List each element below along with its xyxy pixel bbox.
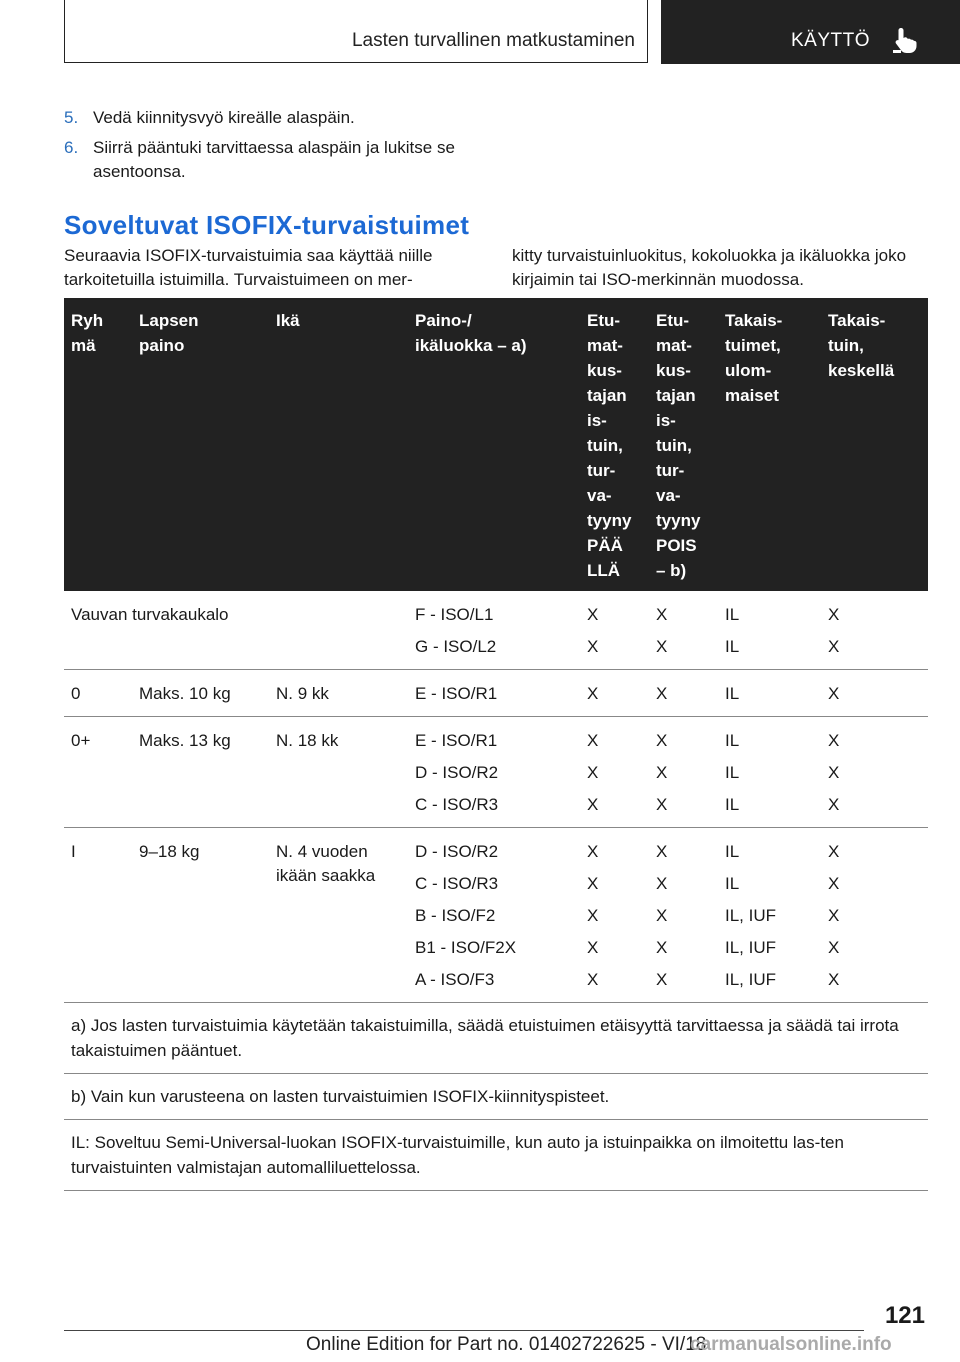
cell-value: X (828, 795, 840, 814)
section-title: Soveltuvat ISOFIX-turvaistuimet (64, 210, 470, 240)
cell-airbag-off (649, 828, 718, 1003)
cell-age: N. 9 kk (269, 670, 408, 717)
cell-value: X (828, 731, 840, 750)
cell-value: X (587, 731, 599, 750)
cell-rear-outer (718, 591, 821, 670)
watermark: carmanualsonline.info (690, 1334, 892, 1355)
cell-value: IL (725, 731, 740, 750)
pointing-hand-icon (893, 26, 919, 54)
isofix-table (64, 298, 928, 1191)
cell-value: X (656, 605, 668, 624)
table-note-row (64, 1074, 928, 1120)
cell-value: IL (725, 605, 740, 624)
header-label: Etu- mat- kus- tajan is- tuin, tur- va- tyyny PÄÄ LLÄ (587, 311, 632, 580)
table-header-row (64, 298, 928, 591)
cell-class (408, 670, 580, 717)
step-number: 6. (64, 138, 79, 157)
cell-rear-outer (718, 717, 821, 828)
cell-group: Vauvan turvakaukalo (64, 591, 408, 670)
header-class (408, 298, 580, 591)
header-section-box (661, 0, 960, 64)
table-row (64, 717, 928, 828)
header-rear-outer (718, 298, 821, 591)
table-note: b) Vain kun varusteena on lasten turvaistuimien ISOFIX-kiinnityspisteet. (64, 1074, 928, 1120)
cell-class (408, 828, 580, 1003)
cell-airbag-off (649, 670, 718, 717)
cell-airbag-on (580, 670, 649, 717)
cell-value: D - ISO/R2 (415, 842, 499, 861)
step-number: 5. (64, 108, 79, 127)
cell-value: X (656, 906, 668, 925)
cell-value: E - ISO/R1 (415, 731, 498, 750)
cell-value: X (587, 842, 599, 861)
header-airbag-off (649, 298, 718, 591)
intro-text-left: Seuraavia ISOFIX-turvaistuimia saa käyttää niille tarkoitetuilla istuimilla. Turvaistuimeen on mer- (64, 246, 433, 289)
footer-divider (64, 1330, 864, 1331)
cell-value: X (828, 970, 840, 989)
table-row (64, 828, 928, 1003)
cell-class (408, 591, 580, 670)
cell-value: X (587, 970, 599, 989)
table-row (64, 591, 928, 670)
cell-value: D - ISO/R2 (415, 763, 499, 782)
footer-edition: Online Edition for Part no. 01402722625 - VI/18 (306, 1334, 707, 1355)
step-item (64, 136, 484, 184)
header-label: Lapsen paino (139, 311, 199, 355)
cell-group: 0 (64, 670, 132, 717)
cell-value: X (828, 874, 840, 893)
cell-rear-center (821, 717, 928, 828)
cell-value: X (656, 874, 668, 893)
cell-value: X (587, 906, 599, 925)
table-row (64, 670, 928, 717)
cell-value: X (828, 684, 840, 703)
table-note: IL: Soveltuu Semi-Universal-luokan ISOFIX-turvaistuimille, kun auto ja istuinpaikka on ilmoitettu las-ten turvaistuinten valmistajan automalliluettelossa. (64, 1120, 928, 1191)
cell-value: X (828, 637, 840, 656)
cell-age: N. 18 kk (269, 717, 408, 828)
cell-value: X (587, 605, 599, 624)
cell-value: X (828, 842, 840, 861)
cell-value: IL (725, 763, 740, 782)
cell-rear-outer (718, 670, 821, 717)
cell-age: N. 4 vuoden ikään saakka (269, 828, 408, 1003)
cell-rear-center (821, 670, 928, 717)
cell-value: IL (725, 795, 740, 814)
cell-value: X (587, 938, 599, 957)
cell-value: IL, IUF (725, 906, 777, 925)
cell-airbag-on (580, 591, 649, 670)
page-number: 121 (884, 1302, 925, 1329)
table-note-row (64, 1120, 928, 1191)
cell-rear-outer (718, 828, 821, 1003)
cell-value: IL, IUF (725, 938, 777, 957)
step-text: Siirrä pääntuki tarvittaessa alaspäin ja lukitse se asentoonsa. (93, 138, 455, 181)
cell-value: A - ISO/F3 (415, 970, 495, 989)
header-rear-center (821, 298, 928, 591)
cell-value: IL (725, 842, 740, 861)
cell-value: X (587, 874, 599, 893)
step-text: Vedä kiinnitysvyö kireälle alaspäin. (93, 108, 355, 127)
header-age (269, 298, 408, 591)
cell-value: IL (725, 684, 740, 703)
cell-value: X (656, 637, 668, 656)
header-label: Takais- tuimet, ulom- maiset (725, 311, 783, 405)
cell-value: F - ISO/L1 (415, 605, 494, 624)
cell-weight: Maks. 10 kg (132, 670, 269, 717)
cell-value: IL (725, 637, 740, 656)
header-label: Takais- tuin, keskellä (828, 311, 895, 380)
cell-value: C - ISO/R3 (415, 874, 499, 893)
cell-value: C - ISO/R3 (415, 795, 499, 814)
cell-value: IL, IUF (725, 970, 777, 989)
cell-value: X (656, 763, 668, 782)
cell-value: X (828, 763, 840, 782)
cell-group: 0+ (64, 717, 132, 828)
instruction-steps (64, 106, 484, 190)
header-title-box (64, 0, 648, 63)
header-label: Ryh mä (71, 311, 104, 355)
cell-group: I (64, 828, 132, 1003)
header-airbag-on (580, 298, 649, 591)
cell-value: X (656, 970, 668, 989)
cell-value: X (587, 795, 599, 814)
cell-value: X (656, 731, 668, 750)
cell-value: X (587, 637, 599, 656)
table-note-row (64, 1003, 928, 1074)
cell-airbag-on (580, 828, 649, 1003)
cell-weight: Maks. 13 kg (132, 717, 269, 828)
header-weight (132, 298, 269, 591)
header-title: Lasten turvallinen matkustaminen (351, 30, 635, 51)
intro-text-right: kitty turvaistuinluokitus, kokoluokka ja ikäluokka joko kirjaimin tai ISO-merkinnän muodossa. (512, 246, 907, 289)
cell-weight: 9–18 kg (132, 828, 269, 1003)
cell-value: X (656, 795, 668, 814)
cell-value: IL (725, 874, 740, 893)
header-group (64, 298, 132, 591)
cell-value: B1 - ISO/F2X (415, 938, 517, 957)
cell-value: X (828, 906, 840, 925)
cell-value: X (656, 842, 668, 861)
cell-value: B - ISO/F2 (415, 906, 496, 925)
cell-value: G - ISO/L2 (415, 637, 497, 656)
header-section-label: KÄYTTÖ (791, 30, 871, 51)
cell-class (408, 717, 580, 828)
cell-airbag-on (580, 717, 649, 828)
step-item (64, 106, 484, 130)
cell-airbag-off (649, 717, 718, 828)
cell-value: X (587, 684, 599, 703)
cell-value: E - ISO/R1 (415, 684, 498, 703)
table-note: a) Jos lasten turvaistuimia käytetään takaistuimilla, säädä etuistuimen etäisyyttä tarvittaessa ja säädä tai irrota takaistuimen pääntuet. (64, 1003, 928, 1074)
cell-value: X (828, 938, 840, 957)
header-label: Ikä (276, 311, 300, 330)
cell-rear-center (821, 591, 928, 670)
cell-value: X (656, 684, 668, 703)
header-label: Paino-/ ikäluokka – a) (415, 311, 527, 355)
cell-airbag-off (649, 591, 718, 670)
cell-rear-center (821, 828, 928, 1003)
header-label: Etu- mat- kus- tajan is- tuin, tur- va- tyyny POIS – b) (656, 311, 701, 580)
cell-value: X (587, 763, 599, 782)
cell-value: X (656, 938, 668, 957)
cell-value: X (828, 605, 840, 624)
